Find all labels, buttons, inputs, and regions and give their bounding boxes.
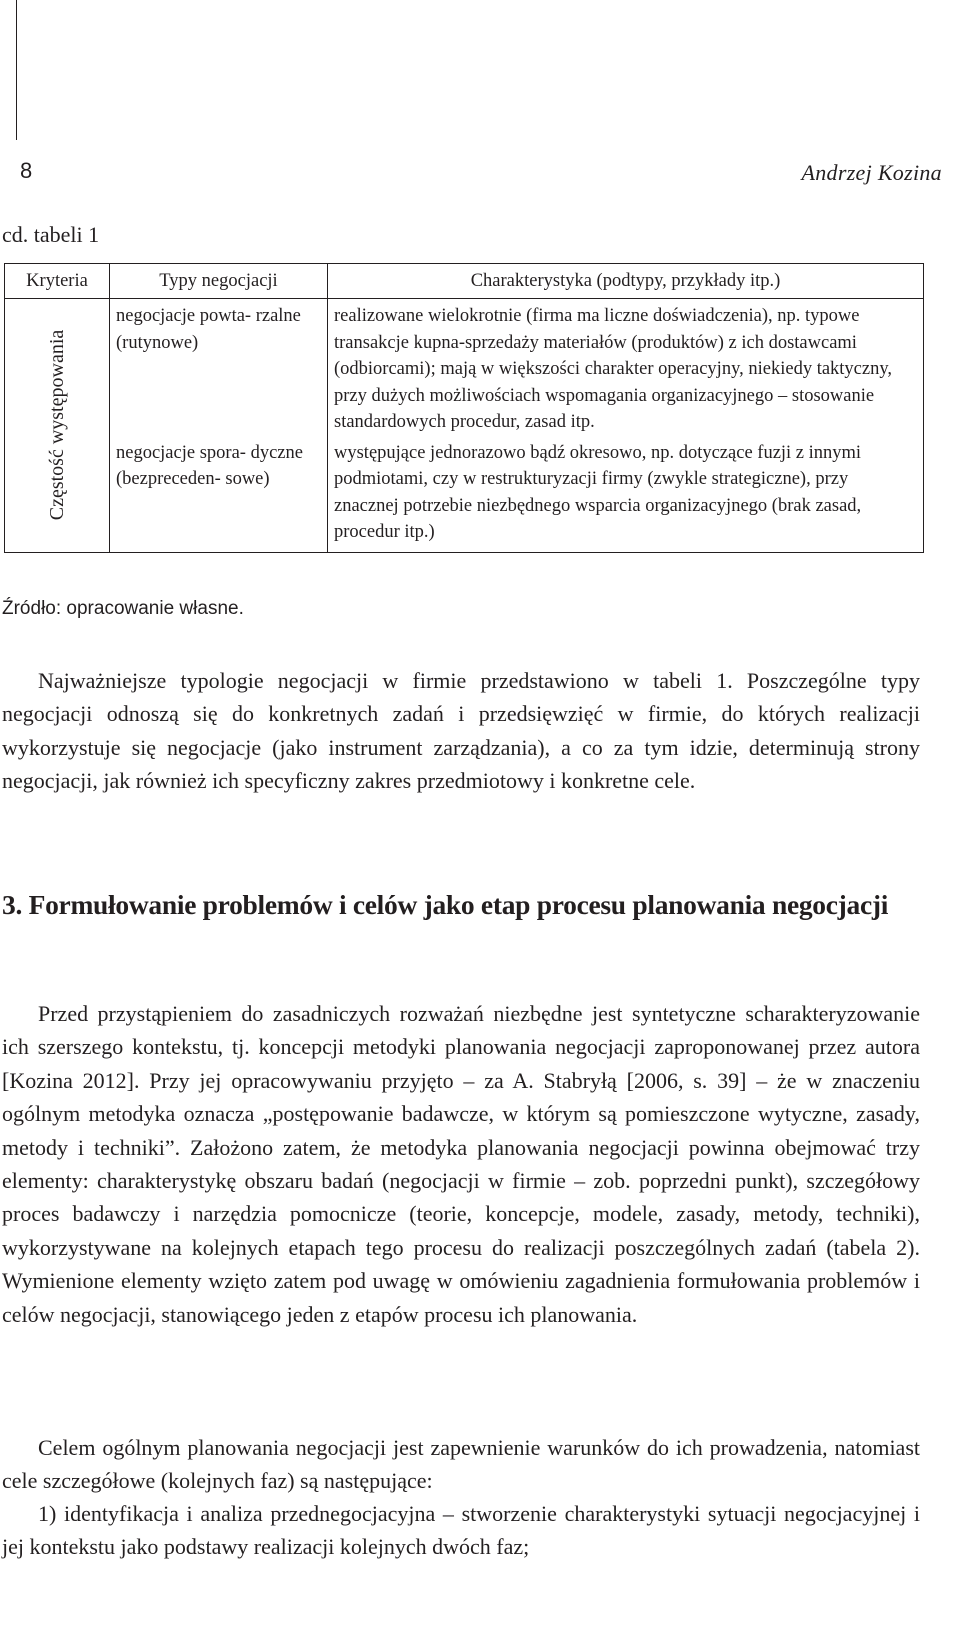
- page-margin-rule: [16, 0, 17, 140]
- column-header-characteristics: Charakterystyka (podtypy, przykłady itp.): [328, 264, 924, 299]
- typology-table: [4, 263, 924, 553]
- list-item: 1) identyfikacja i analiza przednegocjacyjna – stworzenie charakterystyki sytuacji negocjacyjnej i jej kontekstu jako podstawy realizacji kolejnych dwóch faz;: [2, 1501, 920, 1560]
- criterion-cell: [5, 299, 110, 553]
- type-cell: negocjacje spora- dyczne (bezpreceden- sowe): [110, 436, 328, 553]
- column-header-criteria: Kryteria: [5, 264, 110, 299]
- table-header-row: [5, 264, 924, 299]
- column-header-types: Typy negocjacji: [110, 264, 328, 299]
- page-number: 8: [20, 158, 33, 183]
- body-paragraph: Przed przystąpieniem do zasadniczych rozważań niezbędne jest syntetyczne scharakteryzowanie ich szerszego kontekstu, tj. koncepcji metodyki planowania negocjacji zaproponowanej przez autora [Kozina 2012]. Przy jej opracowywaniu przyjęto – za A. Stabryłą [2006, s. 39] – że w znaczeniu ogólnym metodyka oznacza „postępowanie badawcze, w którym są pomieszczone wytyczne, zasady, metody i techniki”. Założono zatem, że metodyka planowania negocjacji powinna obejmować trzy elementy: charakterystykę obszaru badań (negocjacji w firmie – zob. poprzedni punkt), szczegółowy proces badawczy i narzędzia pomocnicze (teorie, koncepcje, modele, zasady, metody, techniki), wykorzystywane na kolejnych etapach tego procesu do realizacji poszczególnych zadań (tabela 2). Wymienione elementy wzięto zatem pod uwagę w omówieniu zagadnienia formułowania problemów i celów negocjacji, stanowiącego jeden z etapów procesu ich planowania.: [2, 1001, 920, 1327]
- body-paragraph: Najważniejsze typologie negocjacji w firmie przedstawiono w tabeli 1. Poszczególne typy negocjacji odnoszą się do konkretnych zadań i przedsięwzięć w firmie, do których realizacji wykorzystuje się negocjacje (jako instrument zarządzania), a co za tym idzie, determinują strony negocjacji, jak również ich specyficzny zakres przedmiotowy i konkretne cele.: [2, 668, 920, 794]
- table-continuation-label: cd. tabeli 1: [2, 222, 100, 247]
- criterion-label: Częstość występowania: [45, 329, 68, 521]
- type-cell: negocjacje powta- rzalne (rutynowe): [110, 299, 328, 436]
- description-cell: realizowane wielokrotnie (firma ma liczne doświadczenia), np. typowe transakcje kupna-sprzedaży materiałów (produktów) z ich dostawcami (odbiorcami); mają w większości charakter operacyjny, niekiedy taktyczny, przy dużych możliwościach wspomagania organizacyjnego – stosowanie standardowych procedur, zasad itp.: [328, 299, 924, 436]
- table-source-note: Źródło: opracowanie własne.: [2, 598, 244, 619]
- section-heading: 3. Formułowanie problemów i celów jako etap procesu planowania negocjacji: [2, 889, 889, 920]
- table-row: [5, 436, 924, 553]
- body-paragraph: Celem ogólnym planowania negocjacji jest zapewnienie warunków do ich prowadzenia, natomiast cele szczegółowe (kolejnych faz) są następujące:: [2, 1435, 920, 1494]
- description-cell: występujące jednorazowo bądź okresowo, np. dotyczące fuzji z innymi podmiotami, czy w restrukturyzacji firmy (zwykle strategiczne), przy znacznej potrzebie niezbędnego wsparcia organizacyjnego (brak zasad, procedur itp.): [328, 436, 924, 553]
- table-row: [5, 299, 924, 436]
- running-header-author: Andrzej Kozina: [801, 160, 942, 185]
